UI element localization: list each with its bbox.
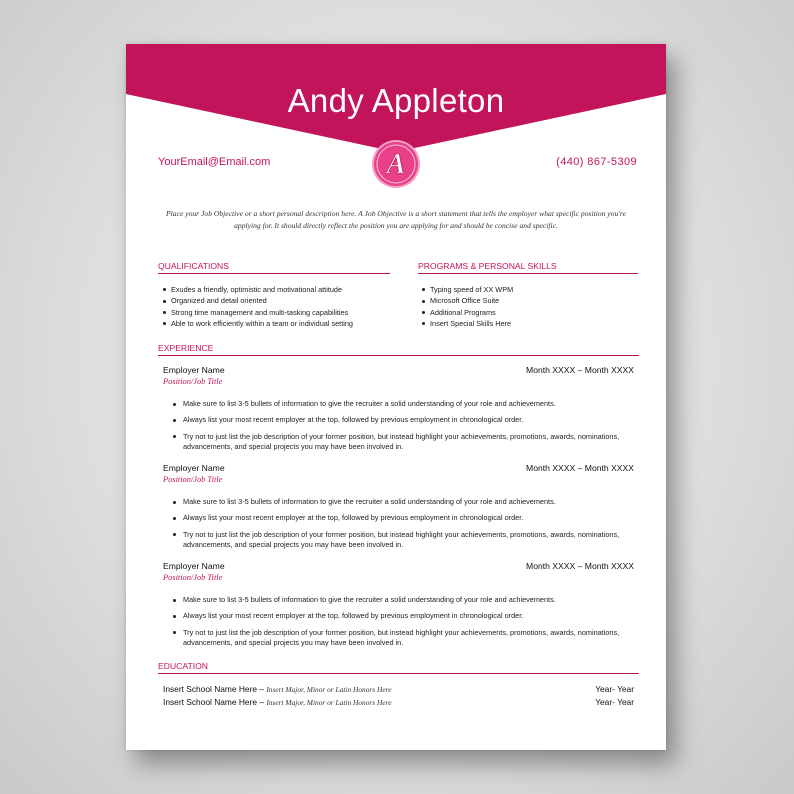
school-name: Insert School Name Here – [163,697,267,707]
school-name: Insert School Name Here – [163,684,267,694]
job-bullets [170,497,640,557]
skills-list [419,284,639,330]
job-dates: Month XXXX – Month XXXX [526,365,634,375]
job-title: Position/Job Title [163,475,223,484]
skills-heading: PROGRAMS & PERSONAL SKILLS [418,261,638,274]
list-item: Insert Special Skills Here [419,318,639,329]
monogram-seal-icon [371,139,421,189]
list-item: Strong time management and multi-tasking capabilities [160,307,400,318]
qualifications-heading: QUALIFICATIONS [158,261,390,274]
resume-page [126,44,666,750]
list-item: Always list your most recent employer at the top, followed by previous employment in chronological order. [170,415,640,426]
school-years: Year- Year [595,684,634,694]
education-heading: EDUCATION [158,661,639,674]
job-objective: Place your Job Objective or a short personal description here. A Job Objective is a short statement that tells the employer what specific position you're applying for. It should directly reflect the position you are applying for and should be concise and specific. [166,209,626,230]
job-bullets [170,595,640,655]
list-item: Make sure to list 3-5 bullets of information to give the recruiter a solid understanding of your role and achievements. [170,595,640,606]
employer-name: Employer Name [163,561,225,571]
list-item: Typing speed of XX WPM [419,284,639,295]
experience-heading: EXPERIENCE [158,343,639,356]
list-item: Always list your most recent employer at the top, followed by previous employment in chronological order. [170,513,640,524]
education-row [163,697,634,707]
list-item: Make sure to list 3-5 bullets of information to give the recruiter a solid understanding of your role and achievements. [170,497,640,508]
job-title: Position/Job Title [163,377,223,386]
list-item: Organized and detail oriented [160,295,400,306]
school-major: Insert Major, Minor or Latin Honors Here [266,698,392,707]
list-item: Try not to just list the job description of your former position, but instead highlight your achievements, promotions, awards, nominations, advancements, and special projects you may have been involved in. [170,530,640,552]
candidate-name: Andy Appleton [287,82,505,119]
job-dates: Month XXXX – Month XXXX [526,463,634,473]
education-row [163,684,634,694]
list-item: Microsoft Office Suite [419,295,639,306]
list-item: Additional Programs [419,307,639,318]
svg-text:A: A [386,149,406,180]
list-item: Exudes a friendly, optimistic and motivational attitude [160,284,400,295]
job-bullets [170,399,640,459]
school-major: Insert Major, Minor or Latin Honors Here [266,685,392,694]
list-item: Able to work efficiently within a team or individual setting [160,318,400,329]
qualifications-list [160,284,400,330]
job-title: Position/Job Title [163,573,223,582]
email-contact: YourEmail@Email.com [158,156,271,168]
list-item: Make sure to list 3-5 bullets of information to give the recruiter a solid understanding of your role and achievements. [170,399,640,410]
employer-name: Employer Name [163,463,225,473]
phone-contact: (440) 867-5309 [556,156,637,168]
employer-name: Employer Name [163,365,225,375]
list-item: Try not to just list the job description of your former position, but instead highlight your achievements, promotions, awards, nominations, advancements, and special projects you may have been involved in. [170,432,640,454]
school-years: Year- Year [595,697,634,707]
list-item: Always list your most recent employer at the top, followed by previous employment in chronological order. [170,611,640,622]
list-item: Try not to just list the job description of your former position, but instead highlight your achievements, promotions, awards, nominations, advancements, and special projects you may have been involved in. [170,628,640,650]
job-dates: Month XXXX – Month XXXX [526,561,634,571]
